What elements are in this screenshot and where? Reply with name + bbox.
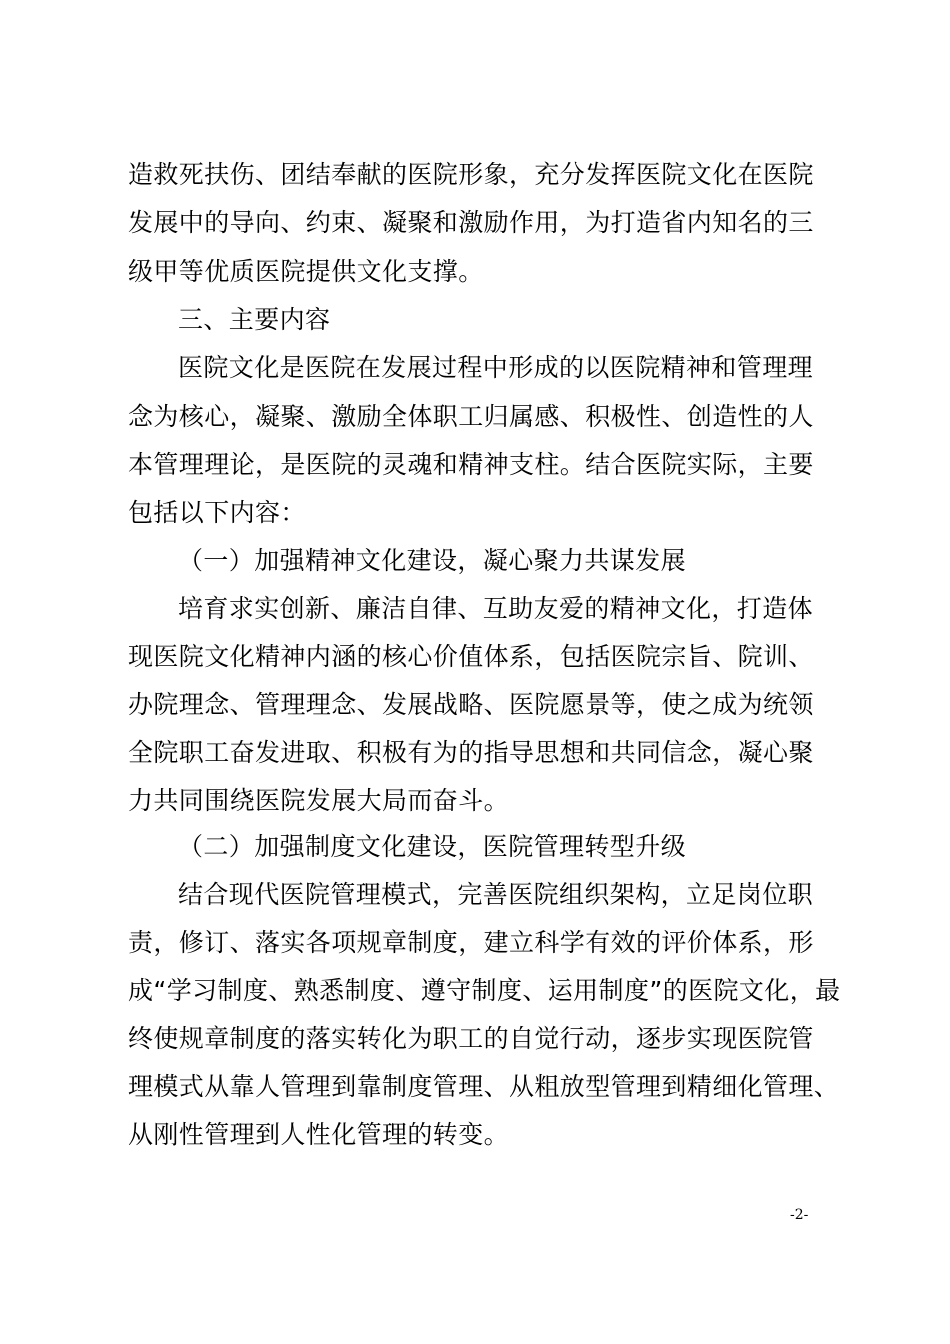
text-line: 办院理念、管理理念、发展战略、医院愿景等，使之成为统领 <box>128 690 814 719</box>
text-line: 责，修订、落实各项规章制度，建立科学有效的评价体系，形 <box>128 928 814 957</box>
text-line: 结合现代医院管理模式，完善医院组织架构，立足岗位职 <box>178 880 814 909</box>
text-line: 现医院文化精神内涵的核心价值体系，包括医院宗旨、院训、 <box>128 642 814 671</box>
text-line: 力共同围绕医院发展大局而奋斗。 <box>128 786 510 815</box>
text-line: 终使规章制度的落实转化为职工的自觉行动，逐步实现医院管 <box>128 1024 814 1053</box>
subsection-heading: （二）加强制度文化建设，医院管理转型升级 <box>178 832 687 861</box>
text-line: 成“学习制度、熟悉制度、遵守制度、运用制度”的医院文化，最 <box>128 976 841 1005</box>
text-line: 从刚性管理到人性化管理的转变。 <box>128 1120 510 1149</box>
page-number: -2- <box>790 1207 809 1223</box>
text-line: 包括以下内容： <box>128 498 306 527</box>
text-line: 培育求实创新、廉洁自律、互助友爱的精神文化，打造体 <box>178 594 814 623</box>
text-line: 本管理理论，是医院的灵魂和精神支柱。结合医院实际，主要 <box>128 450 814 479</box>
text-line: 全院职工奋发进取、积极有为的指导思想和共同信念，凝心聚 <box>128 738 814 767</box>
text-line: 级甲等优质医院提供文化支撑。 <box>128 257 484 286</box>
text-line: 医院文化是医院在发展过程中形成的以医院精神和管理理 <box>178 353 814 382</box>
section-heading: 三、主要内容 <box>178 305 331 334</box>
text-line: 理模式从靠人管理到靠制度管理、从粗放型管理到精细化管理、 <box>128 1072 840 1101</box>
text-line: 发展中的导向、约束、凝聚和激励作用，为打造省内知名的三 <box>128 208 814 237</box>
text-line: 造救死扶伤、团结奉献的医院形象，充分发挥医院文化在医院 <box>128 160 814 189</box>
subsection-heading: （一）加强精神文化建设，凝心聚力共谋发展 <box>178 546 687 575</box>
text-line: 念为核心，凝聚、激励全体职工归属感、积极性、创造性的人 <box>128 402 814 431</box>
